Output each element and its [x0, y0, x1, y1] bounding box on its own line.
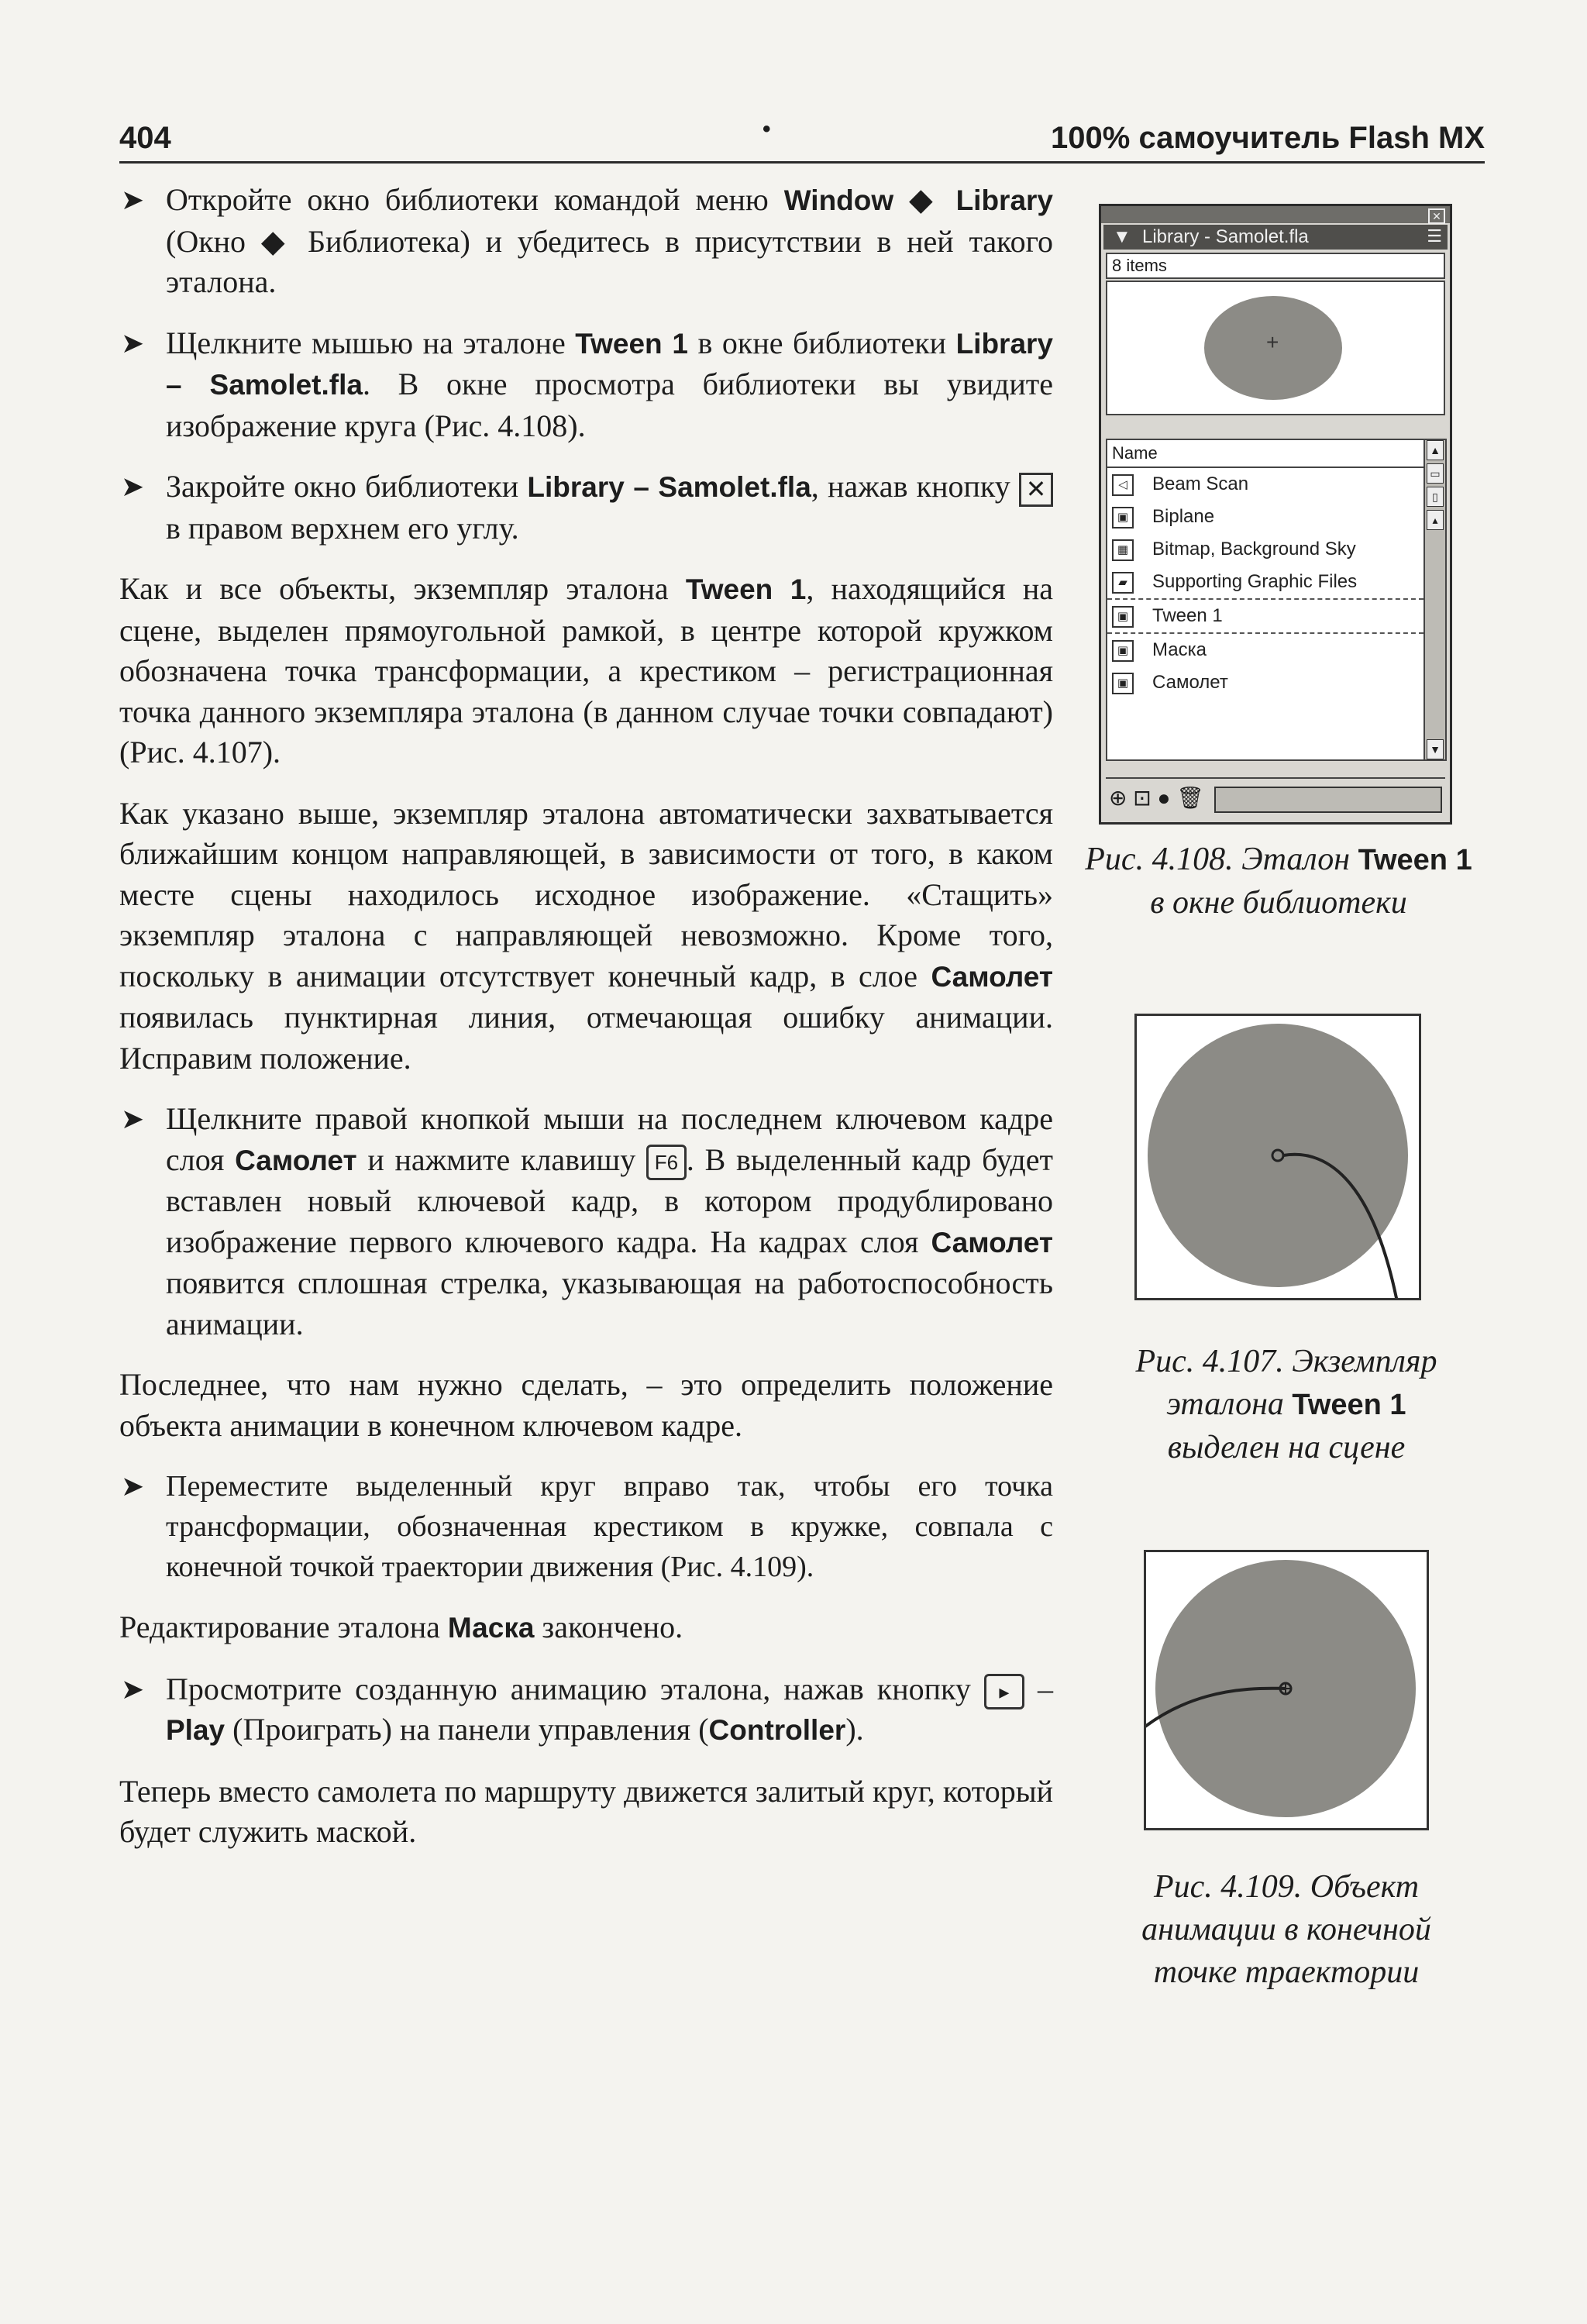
options-menu-icon[interactable]: ☰ — [1427, 226, 1442, 246]
bitmap-icon: ▦ — [1112, 539, 1134, 561]
book-title: 100% самоучитель Flash MX — [1051, 121, 1485, 155]
scroll-up-icon[interactable]: ▲ — [1427, 440, 1444, 460]
caption-fig-109: Рис. 4.109. Объект анимации в конечной точке траектории — [1141, 1869, 1431, 1990]
page-header — [119, 115, 1485, 164]
page-number: 404 — [119, 121, 171, 155]
menu-window: Window — [783, 184, 894, 216]
library-bottom-bar — [1106, 777, 1445, 818]
bullet-arrow-icon: ➤ — [121, 184, 145, 215]
paragraph-edit-done: Редактирование эталона Маска закончено. — [119, 1610, 683, 1644]
library-action-icons[interactable]: ⊕ ⊡ ● 🗑 — [1109, 786, 1204, 810]
paragraph-conclusion: Теперь вместо самолета по маршруту движется залитый круг, который будет служить маской. — [119, 1773, 1053, 1850]
bullet-play-animation: ➤ Просмотрите созданную анимацию эталона, нажав кнопку ▸ – Play (Проиграть) на панели управления (Controller). — [119, 1669, 1053, 1751]
column-header-name[interactable]: Name — [1107, 440, 1423, 468]
paragraph-instance: Как и все объекты, экземпляр эталона Tween 1, находящийся на сцене, выделен прямоугольной рамкой, в центре которой кружком обозначена точка трансформации, а крестиком – регистрационная точка данного экземпляра эталона (в данном случае точки совпадают) (Рис. 4.107). — [119, 571, 1053, 770]
f6-key-icon: F6 — [646, 1145, 687, 1180]
library-window — [1099, 204, 1452, 825]
paragraph-guide: Как указано выше, экземпляр эталона автоматически захватывается ближайшим концом направляющей, в зависимости от того, в каком месте сцены находилось исходное изображение. «Стащить» экземпляр эталона с направляющей невозможно. Кроме того, поскольку в анимации отсутствует конечный кадр, в слое Самолет появилась пунктирная линия, отмечающая ошибку анимации. Исправим положение. — [119, 795, 1053, 1076]
caption-fig-107: Рис. 4.107. Экземпляр эталона Tween 1 выделен на сцене — [1135, 1344, 1437, 1465]
close-icon[interactable]: ✕ — [1428, 208, 1445, 224]
bullet-close-library: ➤ Закройте окно библиотеки Library – Samolet.fla, нажав кнопку ✕ в правом верхнем его углу. — [119, 467, 1053, 549]
instance-circle — [1148, 1024, 1408, 1287]
bullet-arrow-icon: ➤ — [121, 1673, 145, 1705]
list-item[interactable]: ▣ Biplane — [1107, 501, 1423, 533]
folder-icon: ▰ — [1112, 572, 1134, 594]
header-mark: • — [763, 116, 771, 142]
bullet-arrow-icon: ➤ — [121, 1471, 145, 1502]
list-item-selected[interactable]: ▣ Tween 1 — [1107, 598, 1423, 634]
figure-4-109 — [1144, 1550, 1429, 1830]
menu-library: Library — [955, 184, 1054, 216]
symbol-icon: ▣ — [1112, 606, 1134, 628]
library-title-bar[interactable] — [1103, 225, 1448, 250]
figure-4-107 — [1134, 1014, 1421, 1300]
bullet-arrow-icon: ➤ — [121, 1103, 145, 1134]
item-count: 8 items — [1106, 253, 1445, 279]
collapse-arrow-icon[interactable]: ▼ — [1113, 226, 1131, 247]
symbol-icon: ▣ — [1112, 673, 1134, 694]
close-icon: ✕ — [1019, 473, 1053, 507]
wide-view-icon[interactable]: ▭ — [1427, 463, 1444, 484]
list-item[interactable]: ▣ Самолет — [1107, 666, 1423, 699]
horizontal-scrollbar[interactable] — [1214, 787, 1442, 813]
bullet-insert-keyframe: ➤ Щелкните правой кнопкой мыши на последнем ключевом кадре слоя Самолет и нажмите клавишу F6 . В выделенный кадр будет вставлен новый ключевой кадр, в котором продублировано изображение первого ключевого кадра. На кадрах слоя Самолет появится сплошная стрелка, указывающая на работоспособность анимации. — [119, 1099, 1053, 1344]
bullet-open-library: ➤ Откройте окно библиотеки командой меню Window ◆ Library (Окно ◆ Библиотека) и убедитесь в присутствии в ней такого эталона. — [119, 180, 1053, 303]
list-item[interactable]: ▰ Supporting Graphic Files — [1107, 566, 1423, 598]
final-position-drawing — [1146, 1552, 1427, 1828]
caption-fig-108: Рис. 4.108. Эталон Tween 1 в окне библиотеки — [1085, 842, 1472, 921]
body-text — [119, 180, 1053, 1873]
symbol-icon: ▣ — [1112, 640, 1134, 662]
narrow-view-icon[interactable]: ▯ — [1427, 487, 1444, 507]
library-item-list — [1106, 439, 1425, 761]
vertical-scrollbar[interactable] — [1423, 439, 1447, 761]
bullet-arrow-icon: ➤ — [121, 327, 145, 359]
list-item[interactable]: ▦ Bitmap, Background Sky — [1107, 533, 1423, 566]
library-title: Library - Samolet.fla — [1142, 226, 1309, 247]
symbol-icon: ▣ — [1112, 507, 1134, 528]
bullet-move-circle: ➤ Переместите выделенный круг вправо так, чтобы его точка трансформации, обозначенная крестиком в кружке, совпала с конечной точкой траектории движения (Рис. 4.109). — [119, 1466, 1053, 1587]
sort-icon[interactable]: ▴ — [1427, 510, 1444, 530]
selected-instance-drawing — [1137, 1016, 1419, 1298]
sound-icon: ◁ — [1112, 474, 1134, 496]
play-key-icon: ▸ — [984, 1674, 1024, 1709]
bullet-click-tween: ➤ Щелкните мышью на эталоне Tween 1 в окне библиотеки Library – Samolet.fla. В окне просмотра библиотеки вы увидите изображение круга (Рис. 4.108). — [119, 323, 1053, 447]
list-item[interactable]: ◁ Beam Scan — [1107, 468, 1423, 501]
registration-cross-icon: + — [1266, 330, 1279, 354]
library-topbar — [1101, 206, 1450, 223]
bullet-arrow-icon: ➤ — [121, 471, 145, 502]
preview-pane — [1106, 281, 1445, 415]
paragraph-last-step: Последнее, что нам нужно сделать, – это определить положение объекта анимации в конечном ключевом кадре. — [119, 1367, 1053, 1443]
scroll-down-icon[interactable]: ▼ — [1427, 739, 1444, 759]
list-item[interactable]: ▣ Маска — [1107, 634, 1423, 666]
